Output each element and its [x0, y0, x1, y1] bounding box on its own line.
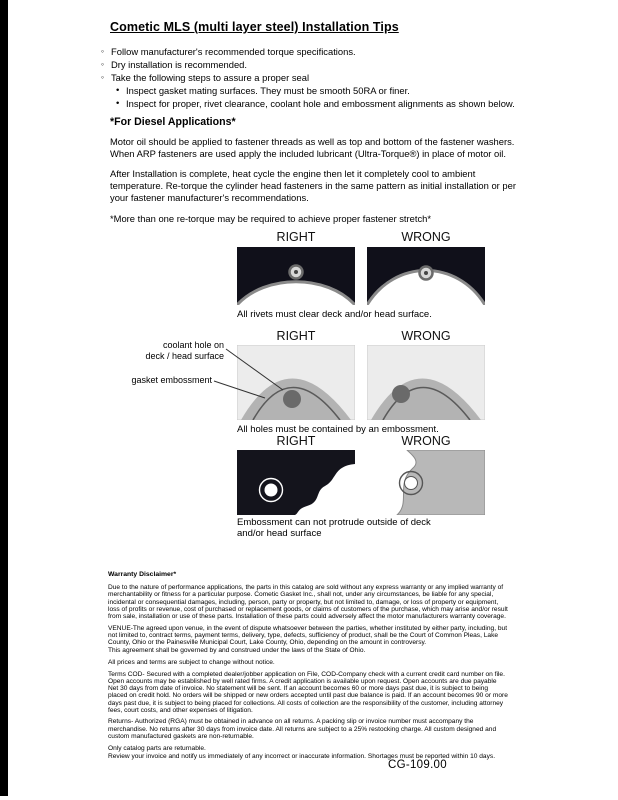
page-code: CG-109.00 — [388, 759, 447, 771]
bullet-open-icon: ◦ — [101, 59, 105, 69]
row1-caption: All rivets must clear deck and/or head surface. — [237, 309, 432, 320]
bullet-filled-icon: • — [116, 85, 120, 96]
row2-wrong-header: WRONG — [401, 329, 451, 343]
tip-text: Inspect gasket mating surfaces. They must be smooth 50RA or finer. — [126, 85, 410, 96]
row3-wrong-header: WRONG — [401, 434, 451, 448]
embossment-right-illustration — [237, 345, 355, 420]
diesel-applications-section — [110, 117, 524, 234]
row3-caption-line2: and/or head surface — [237, 528, 322, 539]
diesel-note: *More than one re-torque may be required to achieve proper fastener stretch* — [110, 212, 432, 224]
row3-right-diagram — [237, 450, 355, 515]
coolant-hole-label — [114, 340, 224, 361]
row2-right-header: RIGHT — [276, 329, 316, 343]
embossment-wrong-illustration — [367, 345, 485, 420]
list-item — [101, 58, 541, 71]
list-item — [116, 84, 541, 97]
tip-text: Follow manufacturer's recommended torque specifications. — [111, 46, 356, 57]
warranty-paragraph: Due to the nature of performance applications, the parts in this catalog are sold without any express warranty or any implied warranty of merchantability or fitness for a particular purpose. Cometic Gasket Inc., shall not, under any circumstances, be liable for any special, incidental or consequential damages, including, person, party or property, but not limited to, damage, or loss of property or equipment, loss of profits or revenue, cost of purchased or replacement goods, or claims of customers of the purchase, which may arise and/or result from sale, installation or use of these parts. Installation of these parts could adversely affect the motor manufacturers warranty coverage. — [108, 584, 508, 621]
bullet-filled-icon: • — [116, 98, 120, 109]
coolant-hole-label-line1: coolant hole on — [162, 340, 224, 350]
warranty-paragraph: Returns- Authorized (RGA) must be obtained in advance on all returns. A packing slip or invoice number must accompany the merchandise. No returns after 30 days from invoice date. All returns are subject to a 25% restocking charge. All custom designed and custom manufactured gaskets are non-returnable. — [108, 718, 497, 740]
row1-right-header: RIGHT — [276, 230, 316, 244]
diesel-paragraph: After Installation is complete, heat cycle the engine then let it completely cool to ambient temperature. Re-torque the cylinder head fasteners in the same pattern as initial installation or per your fastener manufacturer's recommendations. — [110, 168, 516, 203]
diesel-heading: *For Diesel Applications* — [110, 116, 236, 128]
bullet-open-icon: ◦ — [101, 72, 105, 82]
list-item — [101, 45, 541, 58]
hole — [405, 477, 418, 490]
row2-wrong-diagram — [367, 345, 485, 420]
rivet-clear-wrong-illustration — [367, 247, 485, 305]
installation-tips-list — [101, 45, 541, 110]
warranty-disclaimer-section — [108, 571, 508, 764]
hole — [265, 484, 278, 497]
coolant-hole — [283, 390, 301, 408]
diagram-section — [0, 228, 618, 560]
row3-right-header: RIGHT — [276, 434, 316, 448]
tip-text: Dry installation is recommended. — [111, 59, 247, 70]
bullet-open-icon: ◦ — [101, 46, 105, 56]
warranty-paragraph: Review your invoice and notify us immediately of any incorrect or inaccurate information. Shortages must be reported within 10 days. — [108, 752, 496, 760]
coolant-hole — [392, 385, 410, 403]
row3-wrong-diagram — [367, 450, 485, 515]
tip-text: Take the following steps to assure a proper seal — [111, 72, 310, 83]
list-item — [101, 71, 541, 84]
row3-caption — [237, 517, 431, 539]
row2-caption: All holes must be contained by an embossment. — [237, 424, 439, 435]
row1-right-diagram — [237, 247, 355, 305]
row1-wrong-header: WRONG — [401, 230, 451, 244]
warranty-paragraph: This agreement shall be governed by and construed under the laws of the State of Ohio. — [108, 647, 366, 655]
protrude-wrong-illustration — [367, 450, 485, 515]
list-item — [116, 97, 541, 110]
warranty-paragraph: Terms COD- Secured with a completed dealer/jobber application on File, COD-Company check with a current credit card number on file. Open accounts may be established by well rated firms. A credit application is available upon request. Open accounts are due payable Net 30 days from date of invoice. No statement will be sent. If an account becomes 60 or more days past due, it is subject to being placed on credit hold. No orders will be shipped or new orders accepted until past due balance is paid. If an account becomes 90 or more days past due, it is subject to being placed for collections. All costs of collection are the responsibility of the customer, including attorney fees, court costs, and other expenses of litigation. — [108, 670, 508, 714]
warranty-heading: Warranty Disclaimer* — [108, 571, 177, 578]
coolant-hole-label-line2: deck / head surface — [145, 350, 224, 361]
row2-right-diagram — [237, 345, 355, 420]
gasket-embossment-label: gasket embossment — [131, 375, 212, 385]
page-title: Cometic MLS (multi layer steel) Installation Tips — [110, 20, 399, 34]
rivet-clear-right-illustration — [237, 247, 355, 305]
row1-wrong-diagram — [367, 247, 485, 305]
warranty-paragraph: All prices and terms are subject to change without notice. — [108, 659, 275, 667]
tip-text: Inspect for proper, rivet clearance, coolant hole and embossment alignments as shown below. — [126, 98, 515, 109]
row3-caption-line1: Embossment can not protrude outside of deck — [237, 517, 431, 528]
warranty-paragraph: Only catalog parts are returnable. — [108, 744, 206, 752]
diesel-paragraph: Motor oil should be applied to fastener threads as well as top and bottom of the fastener washers. When ARP fasteners are used apply the included lubricant (Ultra-Torque®) in place of motor oil. — [110, 135, 515, 159]
warranty-paragraph: VENUE-The agreed upon venue, in the event of dispute whatsoever between the parties, whether instituted by either party, including, but not limited to, contract terms, payment terms, delivery, type, defects, sufficiency of product, shall be the Court of Common Pleas, Lake County, Ohio or the Painesville Municipal Court, Lake County, Ohio, depending on the amount in controversy. — [108, 624, 508, 647]
protrude-right-illustration — [237, 450, 355, 515]
